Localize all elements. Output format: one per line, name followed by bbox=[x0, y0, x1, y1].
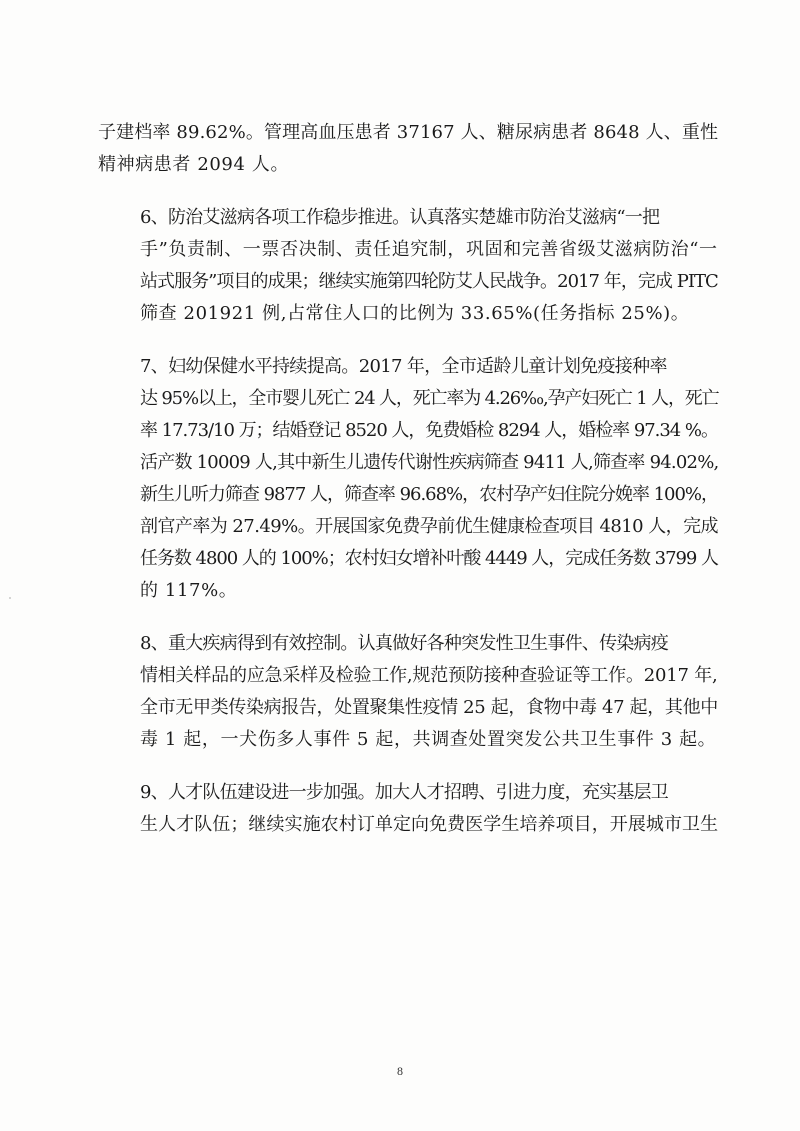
text-line: 新生儿听力筛查 9877 人，筛查率 96.68%，农村孕产妇住院分娩率 100%， bbox=[140, 484, 718, 505]
text-line: 的 117%。 bbox=[140, 580, 238, 601]
paragraph bbox=[98, 117, 718, 181]
text-line: 7、妇幼保健水平持续提高。2017 年，全市适龄儿童计划免疫接种率 bbox=[140, 356, 667, 377]
text-line: 情相关样品的应急采样及检验工作,规范预防接种查验证等工作。2017 年, bbox=[140, 665, 718, 686]
text-line: 站式服务”项目的成果；继续实施第四轮防艾人民战争。2017 年，完成 PITC bbox=[140, 271, 718, 292]
text-line: 6、防治艾滋病各项工作稳步推进。认真落实楚雄市防治艾滋病“一把 bbox=[140, 207, 660, 228]
text-line: 毒 1 起，一犬伤多人事件 5 起，共调查处置突发公共卫生事件 3 起。 bbox=[140, 729, 717, 750]
text-line: 子建档率 89.62%。管理高血压患者 37167 人、糖尿病患者 8648 人、重性 bbox=[98, 122, 719, 143]
text-line: 精神病患者 2094 人。 bbox=[98, 154, 290, 175]
page-number: 8 bbox=[397, 1064, 403, 1078]
text-line: 筛查 201921 例,占常住人口的比例为 33.65%(任务指标 25%)。 bbox=[140, 303, 690, 324]
paragraph bbox=[98, 777, 718, 841]
paragraph bbox=[98, 628, 718, 756]
text-line: 8、重大疾病得到有效控制。认真做好各种突发性卫生事件、传染病疫 bbox=[140, 633, 669, 654]
text-line: 剖官产率为 27.49%。开展国家免费孕前优生健康检查项目 4810 人，完成 bbox=[140, 516, 719, 537]
paragraph bbox=[98, 202, 718, 330]
text-line: 全市无甲类传染病报告，处置聚集性疫情 25 起，食物中毒 47 起，其他中 bbox=[140, 697, 718, 718]
text-line: 9、人才队伍建设进一步加强。加大人才招聘、引进力度，充实基层卫 bbox=[140, 782, 669, 803]
text-line: 活产数 10009 人,其中新生儿遗传代谢性疾病筛查 9411 人,筛查率 94.02%, bbox=[140, 452, 719, 473]
text-line: 手”负责制、一票否决制、责任追究制，巩固和完善省级艾滋病防治“一 bbox=[140, 239, 718, 260]
scan-speck bbox=[9, 597, 11, 599]
paragraph bbox=[98, 351, 718, 607]
text-line: 生人才队伍；继续实施农村订单定向免费医学生培养项目，开展城市卫生 bbox=[140, 814, 719, 835]
document-body bbox=[98, 117, 718, 862]
text-line: 达 95%以上，全市婴儿死亡 24 人，死亡率为 4.26‰,孕产妇死亡 1 人，死亡 bbox=[140, 388, 719, 409]
text-line: 率 17.73/10 万；结婚登记 8520 人，免费婚检 8294 人，婚检率 97.34 %。 bbox=[140, 420, 718, 441]
text-line: 任务数 4800 人的 100%；农村妇女增补叶酸 4449 人，完成任务数 3799 人 bbox=[140, 548, 718, 569]
